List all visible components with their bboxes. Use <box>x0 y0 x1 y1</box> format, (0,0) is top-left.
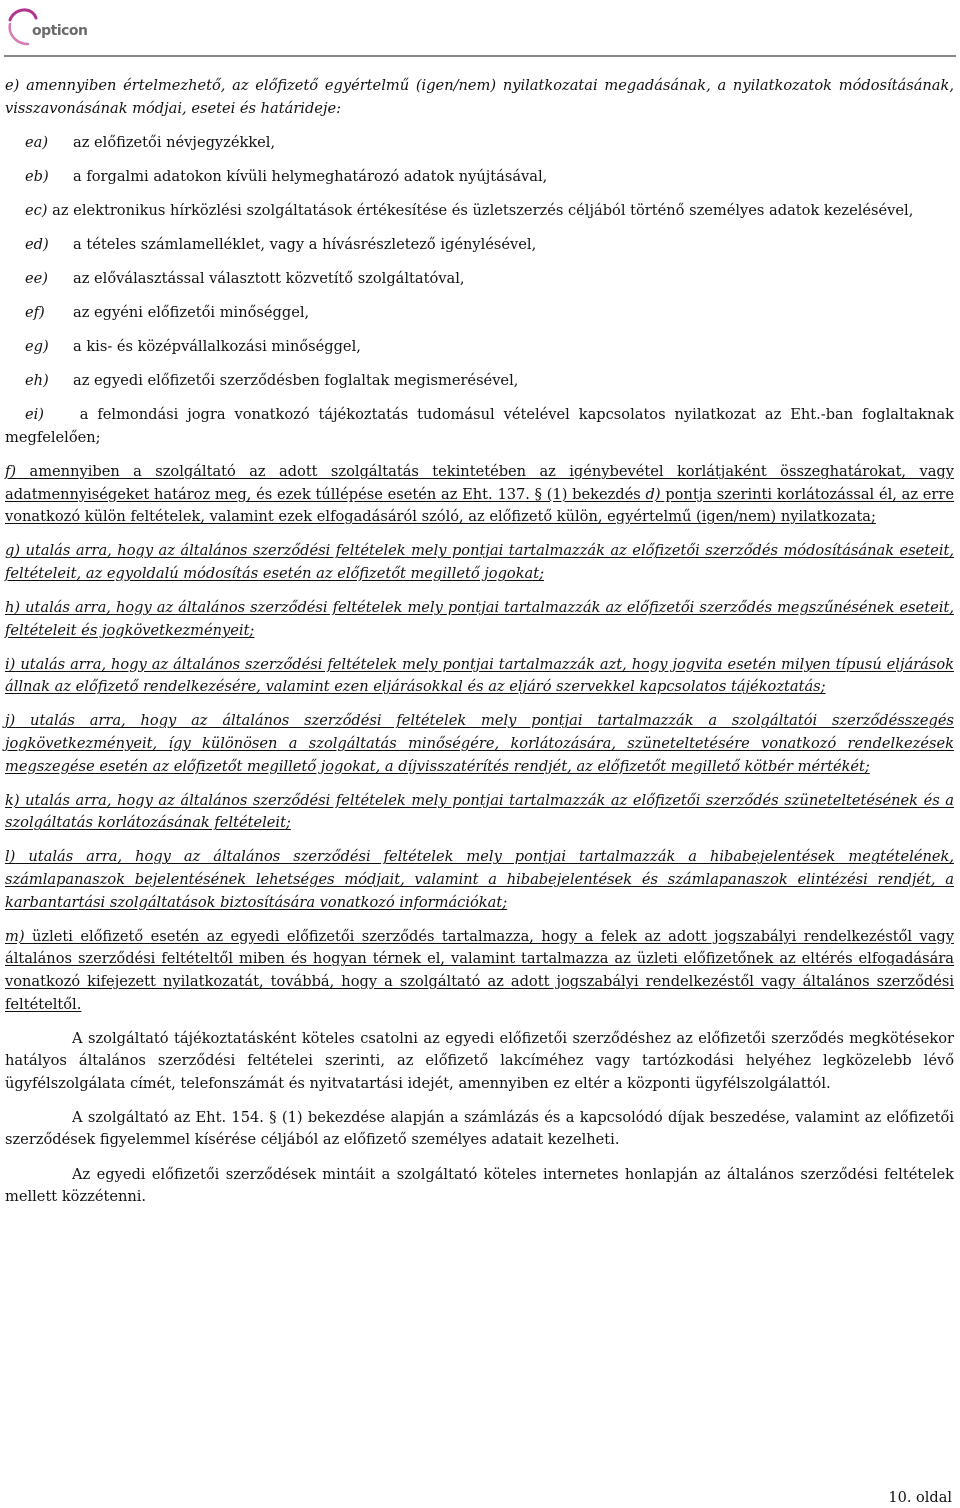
list-item-ec <box>5 200 954 223</box>
list-item-eb <box>5 166 954 189</box>
item-k <box>5 790 954 835</box>
document-body <box>5 75 954 1220</box>
item-g <box>5 540 954 585</box>
header-rule <box>4 55 956 57</box>
item-text: az egyedi előfizetői szerződésben foglaltak megismerésével, <box>73 372 519 390</box>
list-item-ei <box>5 404 954 449</box>
item-text: utalás arra, hogy az általános szerződési feltételek mely pontjai tartalmazzák az előfizetői szerződés szüneteltetésének és a szolgáltatás korlátozásának feltételeit; <box>5 791 954 832</box>
list-item-ef <box>5 302 954 325</box>
item-text: utalás arra, hogy az általános szerződési feltételek mely pontjai tartalmazzák a szolgáltatói szerződésszegés jogkövetkezményeit, így különösen a szolgáltatás minőségére, korlátozására, szüneteltetésére vonatkozó rendelkezések megszegése esetén az előfizetőt megillető jogokat, a díjvisszatérítés rendjét, az előfizetőt megillető kötbér mértékét; <box>5 712 954 775</box>
item-label: eb) <box>25 167 49 185</box>
item-label: l) <box>5 848 16 866</box>
item-e-text: amennyiben értelmezhető, az előfizető egyértelmű (igen/nem) nyilatkozatai megadásának, a nyilatkozatok módosításának, visszavonásának módjai, esetei és határideje: <box>5 77 954 117</box>
item-text: utalás arra, hogy az általános szerződési feltételek mely pontjai tartalmazzák a hibabejelentések megtételének, számlapanaszok bejelentésének lehetséges módjait, valamint a hibabejelentések és számlapanaszok elintézési rendjét, a karbantartási szolgáltatások biztosítására vonatkozó információkat; <box>5 848 954 911</box>
item-m <box>5 926 954 1016</box>
list-item-ea <box>5 132 954 155</box>
item-i <box>5 654 954 699</box>
item-label: ei) <box>25 406 44 424</box>
item-text: az egyéni előfizetői minőséggel, <box>73 304 310 322</box>
item-text: a forgalmi adatokon kívüli helymeghatározó adatok nyújtásával, <box>73 167 548 185</box>
paragraph: A szolgáltató az Eht. 154. § (1) bekezdése alapján a számlázás és a kapcsolódó díjak beszedése, valamint az előfizetői szerződések figyelemmel kísérése céljából az előfizető személyes adatait kezelheti. <box>5 1108 954 1149</box>
item-text: a kis- és középvállalkozási minőséggel, <box>73 338 361 356</box>
item-text: az elektronikus hírközlési szolgáltatások értékesítése és üzletszerzés céljából történő személyes adatok kezelésével, <box>47 201 914 219</box>
item-l <box>5 846 954 914</box>
item-label: eh) <box>25 372 49 390</box>
item-text: utalás arra, hogy az általános szerződési feltételek mely pontjai tartalmazzák az előfizetői szerződés módosításának eseteit, feltételeit, az egyoldalú módosítás esetén az előfizetőt megillető jogokat; <box>5 542 954 582</box>
item-label: eg) <box>25 338 49 356</box>
opticon-logo <box>6 4 96 52</box>
item-j <box>5 710 954 778</box>
paragraph: Az egyedi előfizetői szerződések mintáit a szolgáltató köteles internetes honlapján az általános szerződési feltételek mellett közzétenni. <box>5 1165 954 1206</box>
page-number: 10. oldal <box>888 1490 952 1506</box>
item-text: utalás arra, hogy az általános szerződési feltételek mely pontjai tartalmazzák azt, hogy jogvita esetén milyen típusú eljárások állnak az előfizető rendelkezésére, valamint ezen eljárásokkal és az eljáró szervekkel kapcsolatos tájékoztatás; <box>5 655 954 696</box>
paragraph: A szolgáltató tájékoztatásként köteles csatolni az egyedi előfizetői szerződéshez az előfizetői szerződés megkötésekor hatályos általános szerződési feltételei szerinti, az előfizető lakcíméhez vagy tartózkodási helyéhez legközelebb lévő ügyfélszolgálata címét, telefonszámát és nyitvatartási idejét, amennyiben ez eltér a központi ügyfélszolgálattól. <box>5 1029 954 1092</box>
item-label: ea) <box>25 133 49 151</box>
item-label: j) <box>5 712 16 730</box>
item-label: g) <box>5 542 21 560</box>
list-item-ee <box>5 268 954 291</box>
item-label: ed) <box>25 235 49 253</box>
item-label: k) <box>5 791 20 809</box>
item-text: pontja szerinti korlátozással él, az erre vonatkozó külön feltételek, valamint ezek elfogadásáról szóló, az előfizető külön, egyértelmű (igen/nem) nyilatkozata; <box>5 485 955 526</box>
item-text: üzleti előfizető esetén az egyedi előfizetői szerződés tartalmazza, hogy a felek az adott jogszabályi rendelkezéstől vagy általános szerződési feltételtől miben és hogyan térnek el, valamint tartalmazza az üzleti előfizetőnek az eltérés elfogadására vonatkozó kifejezett nyilatkozatát, továbbá, hogy a szolgáltató az adott jogszabályi rendelkezéstől vagy általános szerződési feltételtől. <box>5 927 954 1013</box>
item-label: m) <box>5 927 25 945</box>
list-item-eh <box>5 370 954 393</box>
item-text: a felmondási jogra vonatkozó tájékoztatás tudomásul vételével kapcsolatos nyilatkozat az Eht.-ban foglaltaknak megfelelően; <box>5 406 954 447</box>
item-label: ec) <box>25 201 48 219</box>
item-label: i) <box>5 655 16 673</box>
item-text-emphasis: d) <box>645 485 661 503</box>
item-label: h) <box>5 599 21 617</box>
item-h <box>5 597 954 642</box>
item-text: utalás arra, hogy az általános szerződési feltételek mely pontjai tartalmazzák az előfizetői szerződés megszűnésének eseteit, feltételeit és jogkövetkezményeit; <box>5 599 954 639</box>
item-label: ef) <box>25 304 45 322</box>
item-text: az előfizetői névjegyzékkel, <box>73 133 276 151</box>
item-text: a tételes számlamelléklet, vagy a hívásrészletező igénylésével, <box>73 235 537 253</box>
item-f <box>5 461 954 529</box>
item-e <box>5 75 954 120</box>
item-label: ee) <box>25 270 48 288</box>
list-item-eg <box>5 336 954 359</box>
logo-text: opticon <box>32 23 88 39</box>
list-item-ed <box>5 234 954 257</box>
item-text: az előválasztással választott közvetítő szolgáltatóval, <box>73 270 465 288</box>
item-e-label: e) <box>5 77 20 94</box>
item-label: f) <box>5 463 17 481</box>
item-text: amennyiben a szolgáltató az adott szolgáltatás tekintetében az igénybevétel korlátjaként összeghatárokat, vagy adatmennyiségeket határoz meg, és ezek túllépése esetén az Eht. 137. § (1) bekezdés <box>5 463 954 503</box>
page-header <box>0 0 960 66</box>
